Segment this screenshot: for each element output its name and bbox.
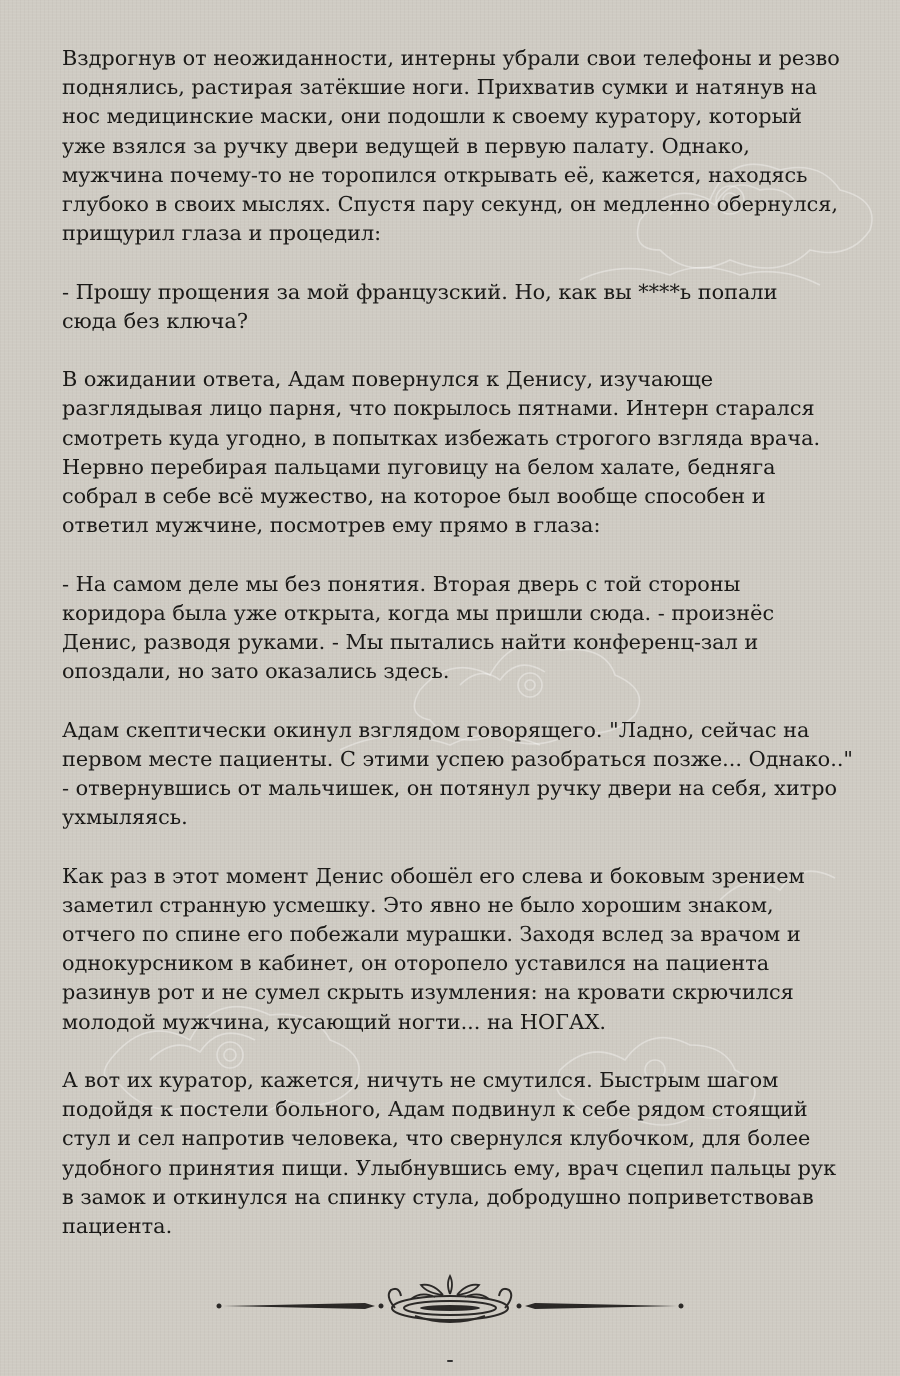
text-line: молодой мужчина, кусающий ногти... на НОГАХ.	[62, 1009, 606, 1034]
text-line: ответил мужчине, посмотрев ему прямо в глаза:	[62, 513, 601, 538]
text-line: разглядывая лицо парня, что покрылось пятнами. Интерн старался	[62, 396, 815, 421]
text-line: Адам скептически окинул взглядом говорящего. "Ладно, сейчас на	[62, 717, 810, 742]
text-line: удобного принятия пищи. Улыбнувшись ему, врач сцепил пальцы рук	[62, 1155, 837, 1180]
text-line: заметил странную усмешку. Это явно не было хорошим знаком,	[62, 892, 774, 917]
text-line: Нервно перебирая пальцами пуговицу на белом халате, бедняга	[62, 454, 776, 479]
text-line: Денис, разводя руками. - Мы пытались найти конференц-зал и	[62, 630, 759, 655]
text-line: первом месте пациенты. С этими успею разобраться позже... Однако.."	[62, 746, 853, 771]
text-line: коридора была уже открыта, когда мы пришли сюда. - произнёс	[62, 600, 775, 625]
text-line: стул и сел напротив человека, что свернулся клубочком, для более	[62, 1126, 811, 1151]
paragraph-4	[62, 570, 862, 687]
paragraph-3	[62, 365, 862, 540]
paragraph-2	[62, 278, 862, 336]
text-line: смотреть куда угодно, в попытках избежать строгого взгляда врача.	[62, 425, 821, 450]
text-line: поднялись, растирая затёкшие ноги. Прихватив сумки и натянув на	[62, 75, 818, 100]
text-line: мужчина почему-то не торопился открывать её, кажется, находясь	[62, 162, 808, 187]
text-line: прищурил глаза и процедил:	[62, 221, 382, 246]
text-line: ухмыляясь.	[62, 805, 188, 830]
text-line: разинув рот и не сумел скрыть изумления: на кровати скрючился	[62, 980, 794, 1005]
text-line: Как раз в этот момент Денис обошёл его слева и боковым зрением	[62, 863, 805, 888]
text-line: отчего по спине его побежали мурашки. Заходя вслед за врачом и	[62, 922, 801, 947]
text-line: собрал в себе всё мужество, на которое был вообще способен и	[62, 484, 766, 509]
text-line: нос медицинские маски, они подошли к своему куратору, который	[62, 104, 803, 129]
text-line: однокурсником в кабинет, он оторопело уставился на пациента	[62, 951, 770, 976]
text-line: - На самом деле мы без понятия. Вторая дверь с той стороны	[62, 571, 741, 596]
ornamental-divider-icon	[215, 1270, 685, 1340]
text-line: В ожидании ответа, Адам повернулся к Денису, изучающе	[62, 367, 714, 392]
text-line: Вздрогнув от неожиданности, интерны убрали свои телефоны и резво	[62, 46, 840, 70]
text-line: пациента.	[62, 1214, 173, 1239]
document-body	[62, 44, 862, 1270]
paragraph-5	[62, 716, 862, 833]
text-line: А вот их куратор, кажется, ничуть не смутился. Быстрым шагом	[62, 1068, 779, 1093]
paragraph-7	[62, 1066, 862, 1241]
text-line: глубоко в своих мыслях. Спустя пару секунд, он медленно обернулся,	[62, 192, 838, 217]
text-line: уже взялся за ручку двери ведущей в первую палату. Однако,	[62, 133, 750, 158]
text-line: - Прошу прощения за мой французский. Но, как вы ****ь попали	[62, 279, 778, 304]
text-line: - отвернувшись от мальчишек, он потянул ручку двери на себя, хитро	[62, 776, 838, 801]
page-mark	[447, 1360, 453, 1362]
text-line: сюда без ключа?	[62, 308, 248, 333]
text-line: опоздали, но зато оказались здесь.	[62, 659, 450, 684]
paragraph-1	[62, 44, 862, 248]
paragraph-6	[62, 862, 862, 1037]
text-line: в замок и откинулся на спинку стула, добродушно поприветствовав	[62, 1184, 814, 1209]
text-line: подойдя к постели больного, Адам подвинул к себе рядом стоящий	[62, 1097, 808, 1122]
